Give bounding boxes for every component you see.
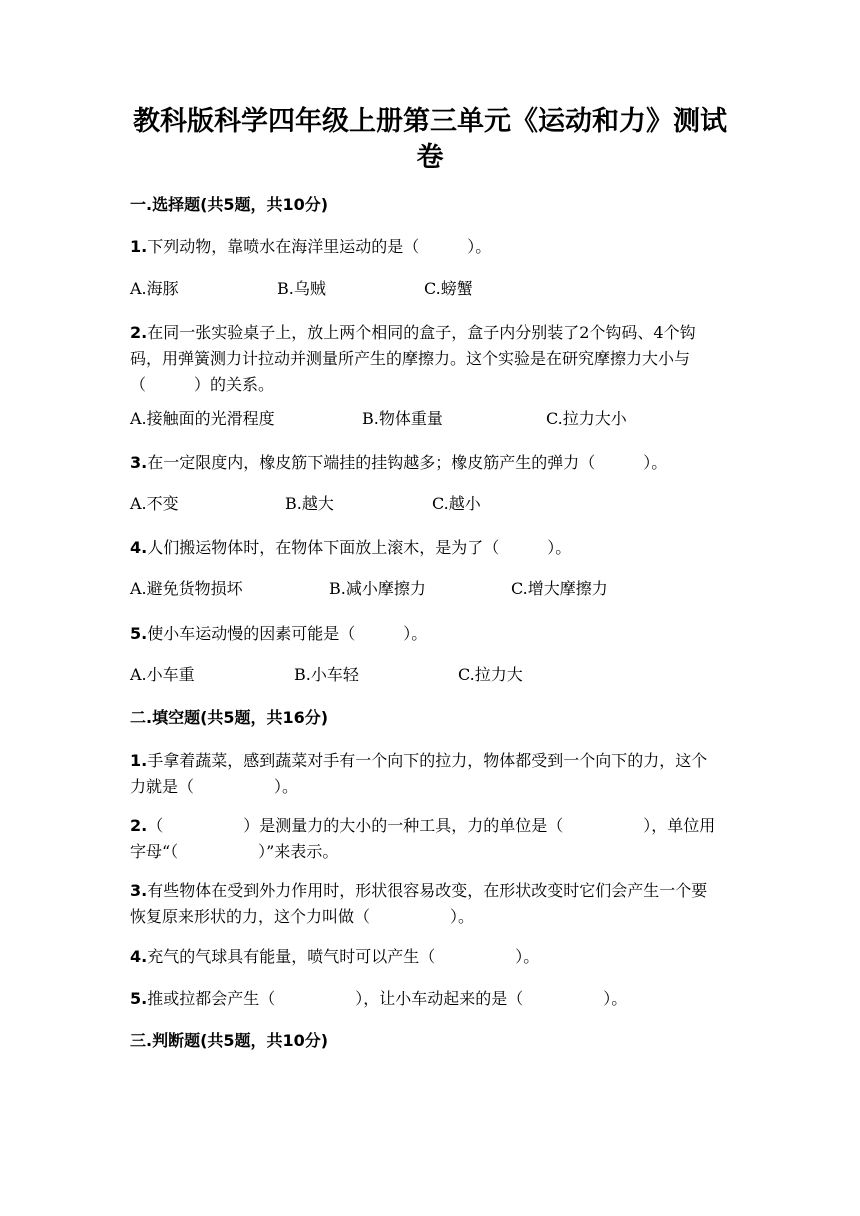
- options-row: [130, 664, 730, 686]
- question-number: 1.: [130, 237, 148, 256]
- options-row: [130, 493, 730, 515]
- question-text: 推或拉都会产生（ ），让小车动起来的是（ ）。: [147, 989, 628, 1008]
- question-text: 在一定限度内，橡皮筋下端挂的挂钩越多；橡皮筋产生的弹力（ ）。: [147, 453, 668, 472]
- section-heading: 二.填空题(共5题，共16分): [130, 708, 329, 727]
- option: B.减小摩擦力: [329, 579, 426, 598]
- question-text: 有些物体在受到外力作用时，形状很容易改变，在形状改变时它们会产生一个要恢复原来形状的力，这个力叫做（ ）。: [130, 881, 708, 926]
- option: B.越大: [285, 494, 334, 513]
- question: [130, 535, 722, 561]
- question-number: 4.: [130, 947, 148, 966]
- question: [130, 450, 722, 476]
- question: [130, 621, 722, 647]
- option: C.螃蟹: [424, 279, 473, 298]
- question-number: 2.: [130, 323, 148, 342]
- question-text: 人们搬运物体时，在物体下面放上滚木，是为了（ ）。: [147, 538, 572, 557]
- option: B.小车轻: [294, 665, 359, 684]
- question-text: （ ）是测量力的大小的一种工具，力的单位是（ ），单位用字母“（ ）”来表示。: [130, 816, 716, 861]
- question-text: 手拿着蔬菜，感到蔬菜对手有一个向下的拉力，物体都受到一个向下的力，这个力就是（ ）。: [130, 751, 708, 796]
- options-row: [130, 578, 730, 600]
- option: C.越小: [432, 494, 481, 513]
- question: [130, 813, 722, 865]
- question: [130, 878, 722, 930]
- option: C.增大摩擦力: [511, 579, 608, 598]
- option: A.小车重: [130, 665, 195, 684]
- option: A.接触面的光滑程度: [130, 409, 275, 428]
- option: A.海豚: [130, 279, 179, 298]
- question-text: 充气的气球具有能量，喷气时可以产生（ ）。: [147, 947, 540, 966]
- question-number: 5.: [130, 989, 148, 1008]
- question-text: 下列动物，靠喷水在海洋里运动的是（ ）。: [147, 237, 492, 256]
- question: [130, 234, 722, 260]
- question-number: 2.: [130, 816, 148, 835]
- option: C.拉力大小: [546, 409, 627, 428]
- question-number: 3.: [130, 881, 148, 900]
- question: [130, 986, 722, 1012]
- section-heading: 三.判断题(共5题，共10分): [130, 1031, 329, 1050]
- question-number: 5.: [130, 624, 148, 643]
- question: [130, 944, 722, 970]
- question: [130, 320, 722, 398]
- question-number: 3.: [130, 453, 148, 472]
- question-text: 使小车运动慢的因素可能是（ ）。: [147, 624, 428, 643]
- question-text: 在同一张实验桌子上，放上两个相同的盒子，盒子内分别装了2个钩码、4个钩码，用弹簧测力计拉动并测量所产生的摩擦力。这个实验是在研究摩擦力大小与（ ）的关系。: [130, 323, 696, 394]
- question-number: 1.: [130, 751, 148, 770]
- option: B.物体重量: [362, 409, 443, 428]
- option: A.避免货物损坏: [130, 579, 243, 598]
- options-row: [130, 408, 730, 430]
- page-title: 教科版科学四年级上册第三单元《运动和力》测试卷: [133, 106, 727, 173]
- question-number: 4.: [130, 538, 148, 557]
- option: C.拉力大: [458, 665, 523, 684]
- options-row: [130, 278, 730, 300]
- question: [130, 748, 722, 800]
- section-heading: 一.选择题(共5题，共10分): [130, 195, 329, 214]
- option: A.不变: [130, 494, 179, 513]
- option: B.乌贼: [277, 279, 326, 298]
